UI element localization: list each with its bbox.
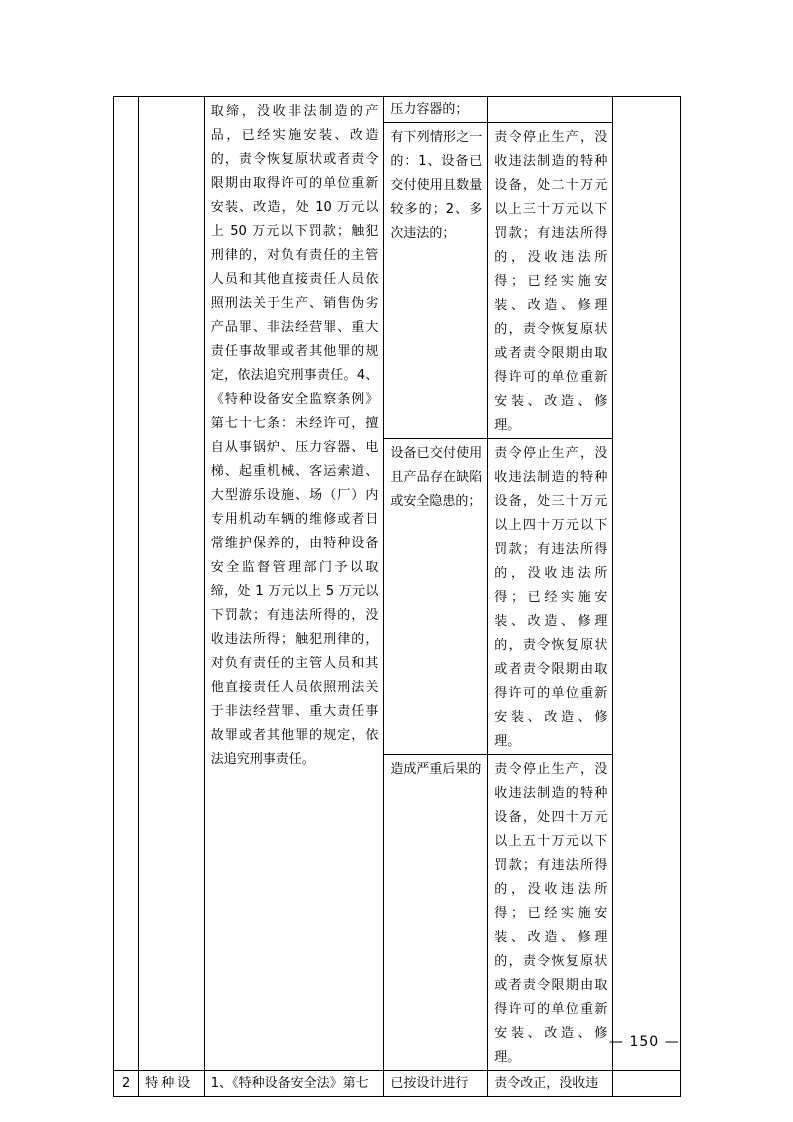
- circumstance-text: 有下列情形之一的：1、设备已交付使用且数量较多的；2、多次违法的；: [390, 130, 483, 241]
- circumstance-text: 已按设计进行: [390, 1076, 469, 1091]
- penalty-text: 责令改正，没收违: [494, 1076, 599, 1091]
- penalty-text: 责令停止生产，没收违法制造的特种设备，处三十万元以上四十万元以下罚款；有违法所得的，没收违法所得；已经实施安装、改造、修理的，责令恢复原状或者责令限期由取得许可的单位重新安装、改造、修理。: [494, 446, 608, 749]
- law-basis-cell: [204, 1071, 384, 1097]
- circumstance-text: 压力容器的；: [390, 102, 469, 117]
- number-cell: [114, 1071, 139, 1097]
- item-cell: [139, 1071, 205, 1097]
- circumstance-cell: [384, 97, 488, 123]
- penalty-text: 责令停止生产，没收违法制造的特种设备，处二十万元以上三十万元以下罚款；有违法所得的，没收违法所得；已经实施安装、改造、修理的，责令恢复原状或者责令限期由取得许可的单位重新安装、改造、修理。: [494, 130, 608, 433]
- number-cell: [114, 97, 139, 1071]
- circumstance-text: 造成严重后果的: [390, 762, 482, 777]
- penalty-cell: [488, 439, 613, 755]
- table-row: [114, 1071, 681, 1097]
- law-basis-text: 取缔，没收非法制造的产品，已经实施安装、改造的，责令恢复原状或者责令限期由取得许可的单位重新安装、改造，处 10 万元以上 50 万元以下罚款；触犯刑律的，对负有责任的主管人员和其他直接责任人员依照刑法关于生产、销售伪劣产品罪、非法经营罪、重大责任事故罪或者其他罪的规定，依法追究刑事责任。4、《特种设备安全监察条例》第七十七条：未经许可，擅自从事锅炉、压力容器、电梯、起重机械、客运索道、大型游乐设施、场（厂）内专用机动车辆的维修或者日常维护保养的，由特种设备安全监督管理部门予以取缔，处 1 万元以上 5 万元以下罚款；有违法所得的，没收违法所得；触犯刑律的，对负有责任的主管人员和其他直接责任人员依照刑法关于非法经营罪、重大责任事故罪或者其他罪的规定，依法追究刑事责任。: [210, 104, 379, 767]
- penalty-cell: [488, 97, 613, 123]
- circumstance-cell: [384, 123, 488, 439]
- remark-cell: [613, 1071, 681, 1097]
- circumstance-cell: [384, 439, 488, 755]
- item-text: 特种设: [145, 1076, 194, 1091]
- circumstance-cell: [384, 755, 488, 1071]
- law-basis-text: 1、《特种设备安全法》第七: [210, 1076, 369, 1091]
- penalty-text: [488, 97, 612, 100]
- penalty-text: 责令停止生产，没收违法制造的特种设备，处四十万元以上五十万元以下罚款；有违法所得的，没收违法所得；已经实施安装、改造、修理的，责令恢复原状或者责令限期由取得许可的单位重新安装、改造、修理。: [494, 762, 608, 1065]
- page-number: — 150 —: [609, 1034, 680, 1050]
- remark-cell: [613, 97, 681, 1071]
- row-number: 2: [121, 1076, 131, 1091]
- item-cell: [139, 97, 205, 1071]
- penalty-cell: [488, 123, 613, 439]
- penalty-cell: [488, 1071, 613, 1097]
- penalty-table: [113, 96, 681, 1097]
- table-row: [114, 97, 681, 123]
- circumstance-text: 设备已交付使用且产品存在缺陷或安全隐患的；: [390, 446, 483, 509]
- circumstance-cell: [384, 1071, 488, 1097]
- law-basis-cell: [204, 97, 384, 1071]
- penalty-cell: [488, 755, 613, 1071]
